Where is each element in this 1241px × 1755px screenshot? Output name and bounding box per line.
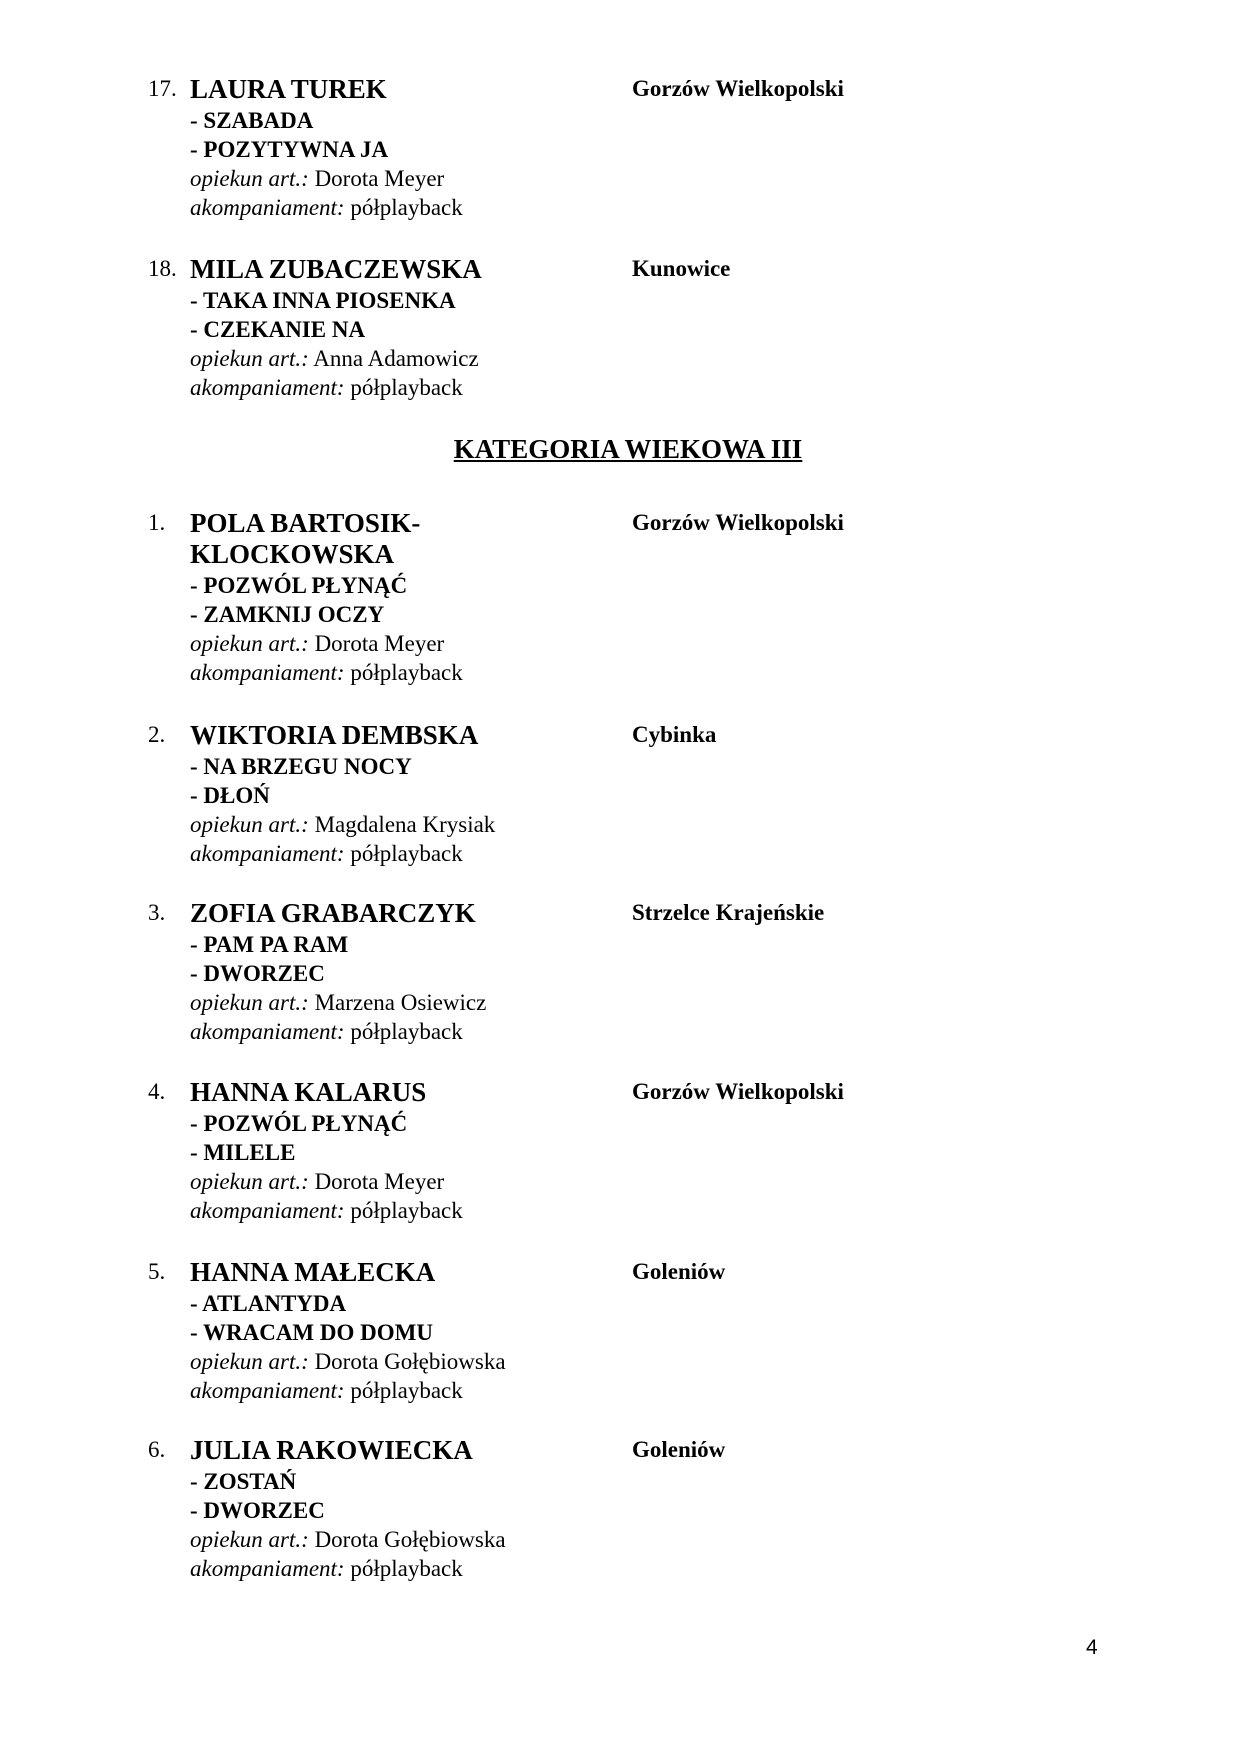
accompaniment-value: półplayback [350,1198,463,1223]
accompaniment-value: półplayback [350,1019,463,1044]
teacher-label: opiekun art.: [190,346,309,371]
entry-number: 5. [148,1259,166,1284]
performer-name: MILA ZUBACZEWSKA [190,254,482,284]
performer-name: JULIA RAKOWIECKA [190,1435,473,1465]
accompaniment-value: półplayback [350,1556,463,1581]
teacher-name: Dorota Meyer [314,1169,445,1194]
accompaniment-line [190,1196,463,1225]
performer-name: WIKTORIA DEMBSKA [190,720,479,750]
performer-city: Kunowice [632,256,731,281]
performer-name: HANNA KALARUS [190,1077,427,1107]
song-title: - ZOSTAŃ [190,1469,297,1494]
teacher-line [190,1347,506,1376]
accompaniment-label: akompaniament: [190,1378,345,1403]
teacher-line [190,344,479,373]
song-title: - ATLANTYDA [190,1291,347,1316]
teacher-label: opiekun art.: [190,631,309,656]
song-title: - PAM PA RAM [190,932,349,957]
accompaniment-line [190,658,463,687]
entry-number: 17. [148,76,177,101]
song-title: - POZYTYWNA JA [190,137,389,162]
accompaniment-line [190,373,479,402]
page-number: 4 [1086,1636,1098,1659]
performer-name-line: POLA BARTOSIK- [190,508,421,538]
accompaniment-value: półplayback [350,375,463,400]
accompaniment-line [190,193,463,222]
song-title: - DWORZEC [190,1498,325,1523]
performer-city: Gorzów Wielkopolski [632,1079,844,1104]
accompaniment-line [190,1554,506,1583]
performer-name [190,508,610,570]
performer-city: Cybinka [632,722,717,747]
teacher-label: opiekun art.: [190,1169,309,1194]
song-title: - TAKA INNA PIOSENKA [190,288,456,313]
accompaniment-label: akompaniament: [190,660,345,685]
song-title: - WRACAM DO DOMU [190,1320,433,1345]
entry-number: 2. [148,722,166,747]
teacher-name: Marzena Osiewicz [314,990,487,1015]
entry-number: 3. [148,900,166,925]
teacher-line [190,629,463,658]
teacher-name: Dorota Gołębiowska [314,1527,506,1552]
category-title: KATEGORIA WIEKOWA III [453,434,803,464]
performer-city: Goleniów [632,1437,726,1462]
teacher-line [190,164,463,193]
teacher-name: Magdalena Krysiak [314,812,496,837]
teacher-name: Dorota Meyer [314,631,445,656]
accompaniment-label: akompaniament: [190,1556,345,1581]
song-title: - DŁOŃ [190,783,270,808]
performer-name: LAURA TUREK [190,74,387,104]
teacher-label: opiekun art.: [190,812,309,837]
teacher-line [190,810,495,839]
teacher-label: opiekun art.: [190,1527,309,1552]
entry-number: 1. [148,510,166,535]
performer-city: Gorzów Wielkopolski [632,510,844,535]
accompaniment-label: akompaniament: [190,1198,345,1223]
teacher-label: opiekun art.: [190,990,309,1015]
teacher-name: Anna Adamowicz [313,346,479,371]
entry-number: 18. [148,256,177,281]
accompaniment-value: półplayback [350,841,463,866]
performer-city: Gorzów Wielkopolski [632,76,844,101]
accompaniment-label: akompaniament: [190,375,345,400]
accompaniment-line [190,1376,506,1405]
teacher-name: Dorota Meyer [314,166,445,191]
accompaniment-value: półplayback [350,660,463,685]
performer-name-line: KLOCKOWSKA [190,539,395,569]
performer-city: Strzelce Krajeńskie [632,900,825,925]
accompaniment-label: akompaniament: [190,841,345,866]
teacher-label: opiekun art.: [190,166,309,191]
accompaniment-label: akompaniament: [190,1019,345,1044]
teacher-line [190,988,486,1017]
teacher-line [190,1167,463,1196]
song-title: - NA BRZEGU NOCY [190,754,412,779]
teacher-label: opiekun art.: [190,1349,309,1374]
entry-number: 6. [148,1437,166,1462]
accompaniment-line [190,1017,486,1046]
category-heading [0,432,1241,466]
song-title: - DWORZEC [190,961,325,986]
accompaniment-line [190,839,495,868]
accompaniment-value: półplayback [350,1378,463,1403]
performer-name: ZOFIA GRABARCZYK [190,898,476,928]
accompaniment-label: akompaniament: [190,195,345,220]
performer-city: Goleniów [632,1259,726,1284]
song-title: - POZWÓL PŁYNĄĆ [190,573,408,598]
accompaniment-value: półplayback [350,195,463,220]
entry-number: 4. [148,1079,166,1104]
teacher-name: Dorota Gołębiowska [314,1349,506,1374]
teacher-line [190,1525,506,1554]
performer-name: HANNA MAŁECKA [190,1257,436,1287]
song-title: - SZABADA [190,108,314,133]
song-title: - MILELE [190,1140,296,1165]
song-title: - ZAMKNIJ OCZY [190,602,385,627]
song-title: - CZEKANIE NA [190,317,366,342]
song-title: - POZWÓL PŁYNĄĆ [190,1111,408,1136]
